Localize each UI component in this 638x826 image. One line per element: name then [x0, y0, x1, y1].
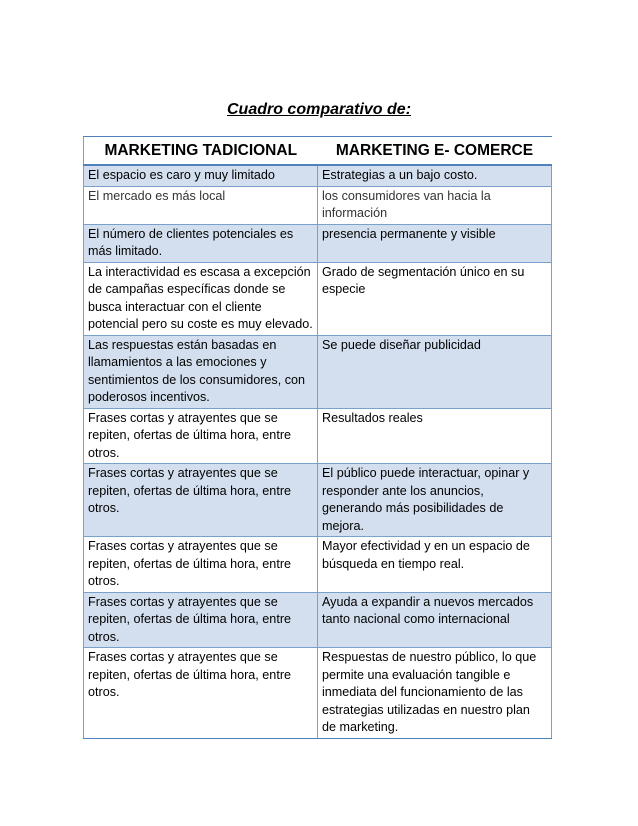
table-header — [84, 137, 552, 166]
ecommerce-cell: Se puede diseñar publicidad — [318, 335, 552, 408]
traditional-cell: La interactividad es escasa a excepción de campañas específicas donde se busca interactuar con el cliente potencial pero su coste es muy elevado. — [84, 262, 318, 335]
ecommerce-cell: los consumidores van hacia la información — [318, 186, 552, 224]
ecommerce-cell: Resultados reales — [318, 408, 552, 464]
header-traditional-marketing: MARKETING TADICIONAL — [84, 137, 318, 166]
traditional-cell: El número de clientes potenciales es más limitado. — [84, 224, 318, 262]
traditional-cell: Frases cortas y atrayentes que se repiten, ofertas de última hora, entre otros. — [84, 537, 318, 593]
ecommerce-cell: Ayuda a expandir a nuevos mercados tanto nacional como internacional — [318, 592, 552, 648]
ecommerce-cell: presencia permanente y visible — [318, 224, 552, 262]
table-row — [84, 464, 552, 537]
traditional-cell: El espacio es caro y muy limitado — [84, 165, 318, 186]
comparison-table — [83, 136, 552, 739]
traditional-cell: Frases cortas y atrayentes que se repiten, ofertas de última hora, entre otros. — [84, 408, 318, 464]
ecommerce-cell: El público puede interactuar, opinar y responder ante los anuncios, generando más posibilidades de mejora. — [318, 464, 552, 537]
ecommerce-cell: Mayor efectividad y en un espacio de búsqueda en tiempo real. — [318, 537, 552, 593]
ecommerce-cell: Estrategias a un bajo costo. — [318, 165, 552, 186]
table-row — [84, 648, 552, 739]
header-ecommerce-marketing: MARKETING E- COMERCE — [318, 137, 552, 166]
table-row — [84, 186, 552, 224]
traditional-cell: El mercado es más local — [84, 186, 318, 224]
table-row — [84, 335, 552, 408]
traditional-cell: Frases cortas y atrayentes que se repiten, ofertas de última hora, entre otros. — [84, 464, 318, 537]
table-row — [84, 408, 552, 464]
table-row — [84, 592, 552, 648]
header-row — [84, 137, 552, 166]
ecommerce-cell: Respuestas de nuestro público, lo que permite una evaluación tangible e inmediata del funcionamiento de las estrategias utilizadas en nuestro plan de marketing. — [318, 648, 552, 739]
table-row — [84, 537, 552, 593]
traditional-cell: Frases cortas y atrayentes que se repiten, ofertas de última hora, entre otros. — [84, 648, 318, 739]
table-row — [84, 262, 552, 335]
traditional-cell: Las respuestas están basadas en llamamientos a las emociones y sentimientos de los consumidores, con poderosos incentivos. — [84, 335, 318, 408]
table-row — [84, 165, 552, 186]
page-title: Cuadro comparativo de: — [226, 101, 412, 118]
table-row — [84, 224, 552, 262]
traditional-cell: Frases cortas y atrayentes que se repiten, ofertas de última hora, entre otros. — [84, 592, 318, 648]
ecommerce-cell: Grado de segmentación único en su especie — [318, 262, 552, 335]
table-body — [84, 165, 552, 738]
